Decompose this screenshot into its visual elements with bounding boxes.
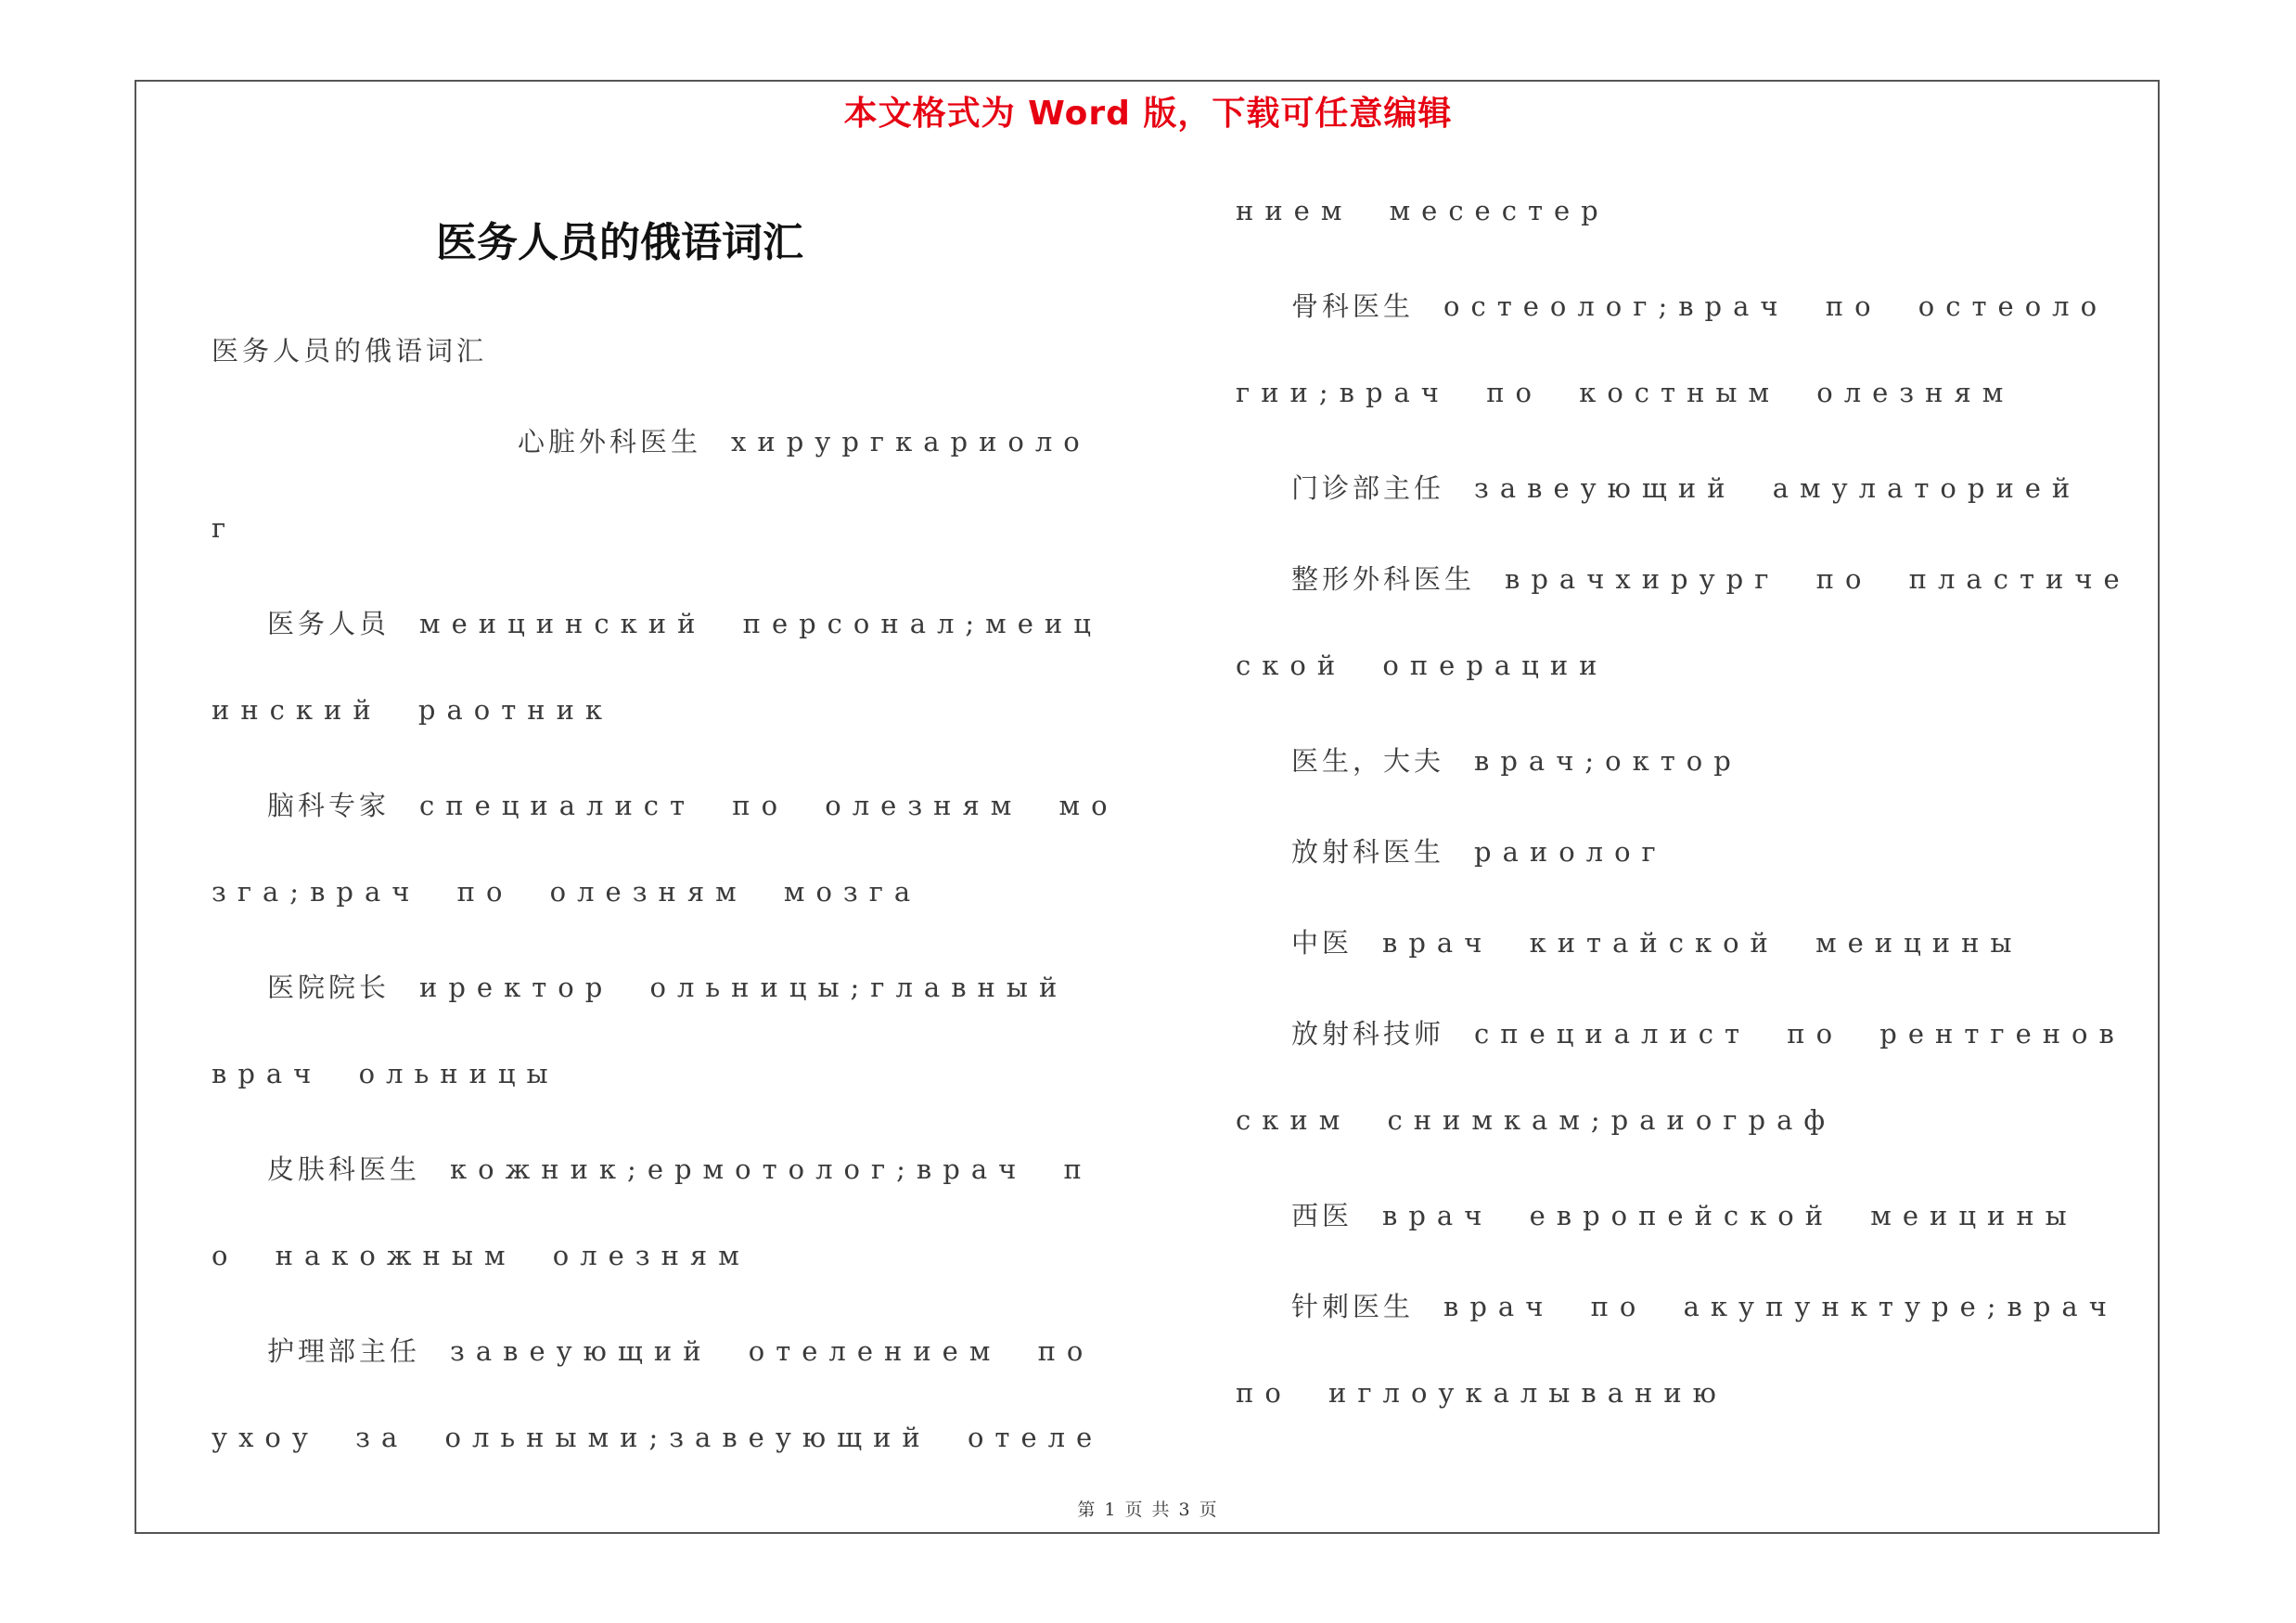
entry-translation: врач китайской меицины bbox=[1382, 927, 2023, 959]
entry-line bbox=[1291, 922, 2023, 960]
entry-translation: раиолог bbox=[1474, 836, 1667, 868]
entry-translation: специалист по олезням мо bbox=[419, 790, 1119, 821]
entry-translation: меицинский персонал;меиц bbox=[419, 608, 1102, 639]
right-column bbox=[1236, 0, 2154, 1623]
entry-translation: врач по акупунктуре;врач bbox=[1443, 1291, 2118, 1322]
entry-continuation: зга;врач по олезням мозга bbox=[212, 876, 922, 908]
format-banner: 本文格式为 Word 版，下载可任意编辑 bbox=[843, 95, 1453, 133]
entry-translation: врач;октор bbox=[1474, 745, 1742, 777]
entry-line bbox=[518, 421, 1091, 459]
entry-line bbox=[1291, 286, 2108, 324]
entry-line bbox=[267, 785, 1119, 823]
entry-line bbox=[267, 1331, 1094, 1369]
entry-continuation: инский раотник bbox=[212, 694, 614, 726]
entry-continuation: гии;врач по костным олезням bbox=[1236, 377, 2015, 408]
entry-translation: завеующий амулаторией bbox=[1474, 472, 2082, 504]
entry-line bbox=[1291, 1013, 2125, 1051]
entry-translation: иректор ольницы;главный bbox=[419, 972, 1069, 1003]
entry-translation: завеующий отелением по bbox=[450, 1335, 1095, 1367]
left-column bbox=[212, 0, 1121, 1623]
entry-term: 医生，大夫 bbox=[1291, 745, 1445, 777]
document-title: 医务人员的俄语词汇 bbox=[436, 219, 803, 266]
entry-continuation: о накожным олезням bbox=[212, 1240, 750, 1271]
entry-continuation: г bbox=[212, 512, 237, 544]
entry-term: 医务人员 bbox=[267, 608, 391, 639]
entry-line bbox=[1291, 831, 1667, 869]
entry-term: 脑科专家 bbox=[267, 790, 391, 821]
entry-line bbox=[1291, 559, 2131, 597]
entry-continuation: ской операции bbox=[1236, 650, 1609, 681]
entry-continuation: ухоу за ольными;завеующий отеле bbox=[212, 1422, 1104, 1453]
entry-translation: врачхирург по пластиче bbox=[1505, 563, 2131, 595]
entry-line bbox=[267, 967, 1068, 1005]
entry-term: 门诊部主任 bbox=[1291, 472, 1445, 504]
entry-term: 中医 bbox=[1291, 927, 1353, 959]
entry-line bbox=[267, 1149, 1093, 1187]
entry-translation: специалист по рентгенов bbox=[1474, 1018, 2125, 1050]
page-number-footer: 第 1 页 共 3 页 bbox=[1077, 1500, 1219, 1520]
subtitle-line: 医务人员的俄语词汇 bbox=[212, 335, 488, 367]
entry-term: 放射科技师 bbox=[1291, 1018, 1445, 1050]
entry-continuation: врач ольницы bbox=[212, 1058, 559, 1089]
entry-translation: кожник;ермотолог;врач п bbox=[450, 1153, 1093, 1185]
entry-line bbox=[267, 603, 1102, 641]
entry-translation: хирургкариоло bbox=[731, 426, 1091, 457]
entry-term: 骨科医生 bbox=[1291, 290, 1415, 322]
entry-term: 整形外科医生 bbox=[1291, 563, 1476, 595]
entry-line bbox=[1291, 1286, 2118, 1324]
entry-term: 放射科医生 bbox=[1291, 836, 1445, 868]
entry-term: 针刺医生 bbox=[1291, 1291, 1415, 1322]
entry-term: 西医 bbox=[1291, 1200, 1353, 1231]
entry-term: 护理部主任 bbox=[267, 1335, 421, 1367]
entry-line bbox=[1291, 1195, 2078, 1233]
entry-term: 医院院长 bbox=[267, 972, 391, 1003]
entry-line bbox=[1291, 741, 1742, 779]
entry-continuation: нием месестер bbox=[1236, 195, 1610, 226]
entry-translation: остеолог;врач по остеоло bbox=[1443, 290, 2109, 322]
entry-continuation: по иглоукалыванию bbox=[1236, 1377, 1727, 1409]
entry-translation: врач европейской меицины bbox=[1382, 1200, 2078, 1231]
entry-term: 皮肤科医生 bbox=[267, 1153, 421, 1185]
entry-continuation: ским снимкам;раиограф bbox=[1236, 1104, 1837, 1136]
entry-term: 心脏外科医生 bbox=[518, 426, 702, 457]
entry-line bbox=[1291, 468, 2081, 506]
